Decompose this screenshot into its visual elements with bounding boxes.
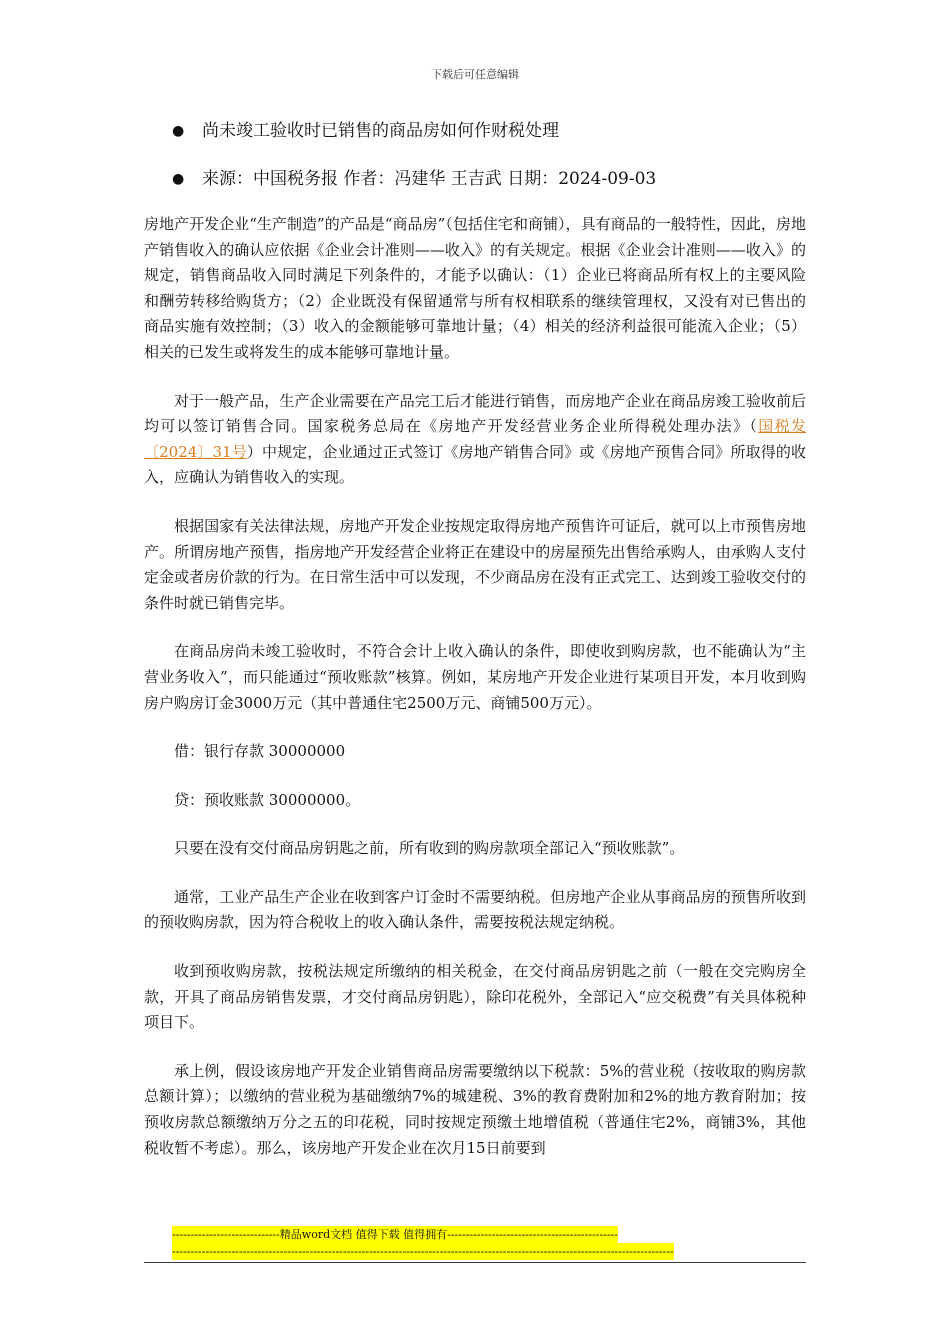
paragraph-revenue-criteria: 房地产开发企业“生产制造”的产品是“商品房”（包括住宅和商铺），具有商品的一般特性，因此，房地产销售收入的确认应依据《企业会计准则——收入》的有关规定。根据《企业会计准则——收入》的规定，销售商品收入同时满足下列条件的，才能予以确认：（1）企业已将商品所有权上的主要风险和酬劳转移给购货方；（2）企业既没有保留通常与所有权相联系的继续管理权，又没有对已售出的商品实施有效控制；（3）收入的金额能够可靠地计量；（4）相关的经济利益很可能流入企业；（5）相关的已发生或将发生的成本能够可靠地计量。 [144,215,806,361]
footer-line-1: -----------------------------精品word文档 值得下载 值得拥有---------------------------------------------- [172,1228,619,1241]
paragraph-tax-example: 承上例，假设该房地产开发企业销售商品房需要缴纳以下税款：5%的营业税（按收取的购房款总额计算）；以缴纳的营业税为基础缴纳7%的城建税、3%的教育费附加和2%的地方教育附加；按预收房款总额缴纳万分之五的印花税，同时按规定预缴土地增值税（普通住宅2%，商铺3%，其他税收暂不考虑）。那么，该房地产开发企业在次月15日前要到 [144,1061,806,1157]
paragraph-presale-definition: 根据国家有关法律法规，房地产开发企业按规定取得房地产预售许可证后，就可以上市预售房地产。所谓房地产预售，指房地产开发经营企业将正在建设中的房屋预先出售给承购人，由承购人支付定金或者房价款的行为。在日常生活中可以发现，不少商品房在没有正式完工、达到竣工验收交付的条件时就已销售完毕。 [144,516,806,612]
paragraph-accounting-example: 在商品房尚未竣工验收时，不符合会计上收入确认的条件，即使收到购房款，也不能确认为“主营业务收入”，而只能通过“预收账款”核算。例如，某房地产开发企业进行某项目开发，本月收到购房户购房订金3000万元（其中普通住宅2500万元、商铺500万元）。 [144,642,806,712]
paragraph-presale-contract [144,389,806,491]
article-title: 尚未竣工验收时已销售的商品房如何作财税处理 [202,121,559,141]
footer-line-2: --------------------------------------------------------------------------------------------------------------------------------------- [172,1245,674,1258]
footer-divider [144,1262,806,1263]
paragraph-tax-obligation: 通常，工业产品生产企业在收到客户订金时不需要纳税。但房地产企业从事商品房的预售所收到的预收购房款，因为符合税收上的收入确认条件，需要按税法规定纳税。 [144,887,806,932]
page-header-note: 下载后可任意编辑 [431,68,519,81]
footer-banner [172,1226,777,1260]
paragraph-tax-recording: 收到预收购房款，按税法规定所缴纳的相关税金，在交付商品房钥匙之前（一般在交完购房全款，开具了商品房销售发票，才交付商品房钥匙），除印花税外，全部记入“应交税费”有关具体税种项目下。 [144,962,806,1032]
bullet-dot-icon: ● [172,123,185,139]
journal-entry-credit: 贷：预收账款 30000000。 [174,790,361,809]
bullet-dot-icon: ● [172,171,185,187]
article-source-item [172,166,656,192]
article-body [144,212,806,1184]
article-title-item [172,118,656,144]
regulation-link[interactable]: 国税发〔2024〕31号 [144,417,806,461]
paragraph-advance-receipts: 只要在没有交付商品房钥匙之前，所有收到的购房款项全部记入“预收账款”。 [174,839,685,858]
journal-entry-debit: 借：银行存款 30000000 [174,742,346,761]
article-source-meta: 来源：中国税务报 作者：冯建华 王吉武 日期：2024-09-03 [202,169,657,189]
article-meta-list [172,118,656,192]
paragraph-text: ）中规定，企业通过正式签订《房地产销售合同》或《房地产预售合同》所取得的收入，应确认为销售收入的实现。 [144,442,806,487]
paragraph-text: 对于一般产品，生产企业需要在产品完工后才能进行销售，而房地产企业在商品房竣工验收前后均可以签订销售合同。国家税务总局在《房地产开发经营业务企业所得税处理办法》（ [144,391,806,436]
